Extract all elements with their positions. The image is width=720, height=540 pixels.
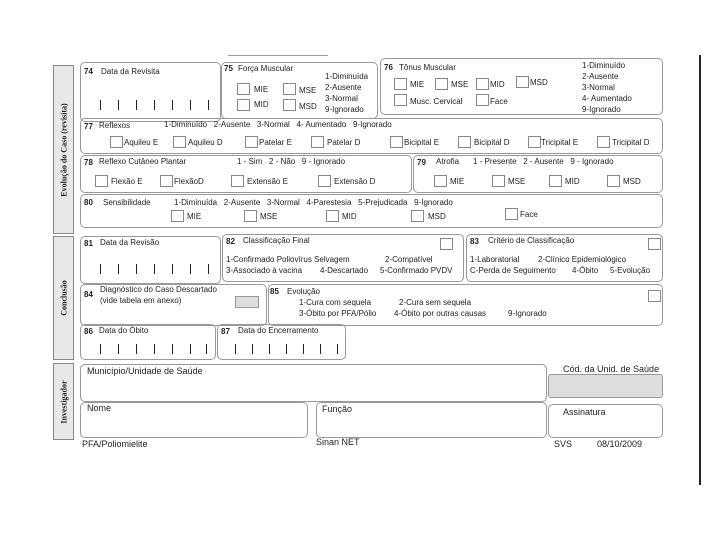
- field-79-options: 1 - Presente 2 - Ausente 9 - Ignorado: [473, 157, 614, 166]
- forca-legend-1: 1-Diminuída: [325, 72, 369, 81]
- date-tick: [235, 344, 236, 354]
- tonus-legend-5: 9-Ignorado: [582, 105, 621, 114]
- field-76-number: 76: [384, 63, 393, 72]
- cod-unid-box[interactable]: [548, 374, 663, 398]
- field-84-label: Diagnóstico do Caso Descartado: [100, 285, 217, 294]
- date-tick: [118, 344, 119, 354]
- date-tick: [286, 344, 287, 354]
- forca-legend-2: 2-Ausente: [325, 83, 362, 92]
- date-tick: [208, 264, 209, 274]
- criterio-opt-2: 2-Clínico Epidemiológico: [538, 255, 627, 264]
- tonus-face-checkbox[interactable]: [476, 94, 489, 106]
- tonus-mid-label: MID: [490, 80, 505, 89]
- municipio-label: Município/Unidade de Saúde: [87, 366, 203, 376]
- forca-msd-label: MSD: [299, 102, 317, 111]
- side-label-conclusao: [53, 236, 74, 360]
- atrofia-mie-label: MIE: [450, 177, 465, 186]
- forca-mse-checkbox[interactable]: [283, 83, 296, 95]
- field-85-number: 85: [270, 287, 279, 296]
- sens-mie-checkbox[interactable]: [171, 210, 184, 222]
- date-tick: [118, 264, 119, 274]
- reflexo-aquileu-e-label: Aquileu E: [124, 138, 159, 147]
- date-tick: [337, 344, 338, 354]
- atrofia-mie-checkbox[interactable]: [434, 175, 447, 187]
- field-77-number: 77: [84, 122, 93, 131]
- date-tick: [190, 100, 191, 110]
- reflexo-patelar-e-checkbox[interactable]: [245, 136, 258, 148]
- classificacao-opt-4: 4-Descartado: [320, 266, 369, 275]
- field-76-label: Tônus Muscular: [399, 63, 456, 72]
- footer-svs: SVS: [554, 439, 573, 449]
- tonus-face-label: Face: [490, 97, 508, 106]
- date-tick: [136, 344, 137, 354]
- sens-mse-label: MSE: [260, 212, 278, 221]
- field-83-number: 83: [470, 237, 479, 246]
- field-82-label: Classificação Final: [243, 236, 310, 245]
- tonus-mse-checkbox[interactable]: [435, 78, 448, 90]
- reflexo-bicipital-e-label: Bicipital E: [404, 138, 440, 147]
- field-74-number: 74: [84, 67, 93, 76]
- cod-unid-label: Cód. da Unid. de Saúde: [563, 364, 660, 374]
- field-87-label: Data do Encerramento: [238, 326, 319, 335]
- tonus-legend-4: 4- Aumentado: [582, 94, 632, 103]
- criterio-opt-4: 4-Óbito: [572, 266, 599, 275]
- diagnostico-code-input[interactable]: [235, 296, 259, 308]
- reflexo-tricipital-e-label: Tricipital E: [541, 138, 579, 147]
- tonus-msd-checkbox[interactable]: [516, 76, 529, 88]
- evolucao-opt-2: 2-Cura sem sequela: [399, 298, 472, 307]
- forca-legend-4: 9-Ignorado: [325, 105, 364, 114]
- date-tick: [118, 100, 119, 110]
- atrofia-msd-label: MSD: [623, 177, 641, 186]
- plantar-flexao-d-label: FlexãoD: [174, 177, 204, 186]
- plantar-extensao-d-label: Extensão D: [334, 177, 376, 186]
- plantar-extensao-e-label: Extensão E: [247, 177, 288, 186]
- tonus-legend-2: 2-Ausente: [582, 72, 619, 81]
- evolucao-checkbox[interactable]: [648, 290, 661, 302]
- field-83-label: Critério de Classificação: [488, 236, 575, 245]
- reflexo-aquileu-d-label: Aquileu D: [188, 138, 223, 147]
- criterio-checkbox[interactable]: [648, 238, 661, 250]
- side-text-conclusao: Conclusão: [59, 280, 68, 316]
- date-tick: [269, 344, 270, 354]
- sens-mie-label: MIE: [187, 212, 202, 221]
- tonus-mie-checkbox[interactable]: [394, 78, 407, 90]
- field-84-number: 84: [84, 290, 93, 299]
- sens-mse-checkbox[interactable]: [244, 210, 257, 222]
- date-tick: [154, 344, 155, 354]
- forca-mid-label: MID: [254, 100, 269, 109]
- date-tick: [154, 264, 155, 274]
- classificacao-opt-2: 2-Compatível: [385, 255, 433, 264]
- field-85-label: Evolução: [287, 287, 320, 296]
- reflexo-bicipital-d-checkbox[interactable]: [458, 136, 471, 148]
- reflexo-aquileu-d-checkbox[interactable]: [173, 136, 186, 148]
- date-tick: [154, 100, 155, 110]
- date-tick: [303, 344, 304, 354]
- reflexo-tricipital-d-checkbox[interactable]: [597, 136, 610, 148]
- top-rule: [228, 55, 328, 56]
- date-tick: [206, 344, 207, 354]
- field-79-label: Atrofia: [436, 157, 460, 166]
- criterio-opt-1: 1-Laboratorial: [470, 255, 520, 264]
- sens-mid-label: MID: [342, 212, 357, 221]
- atrofia-mid-checkbox[interactable]: [549, 175, 562, 187]
- reflexo-patelar-e-label: Patelar E: [259, 138, 292, 147]
- side-label-evolucao: [53, 65, 74, 234]
- date-tick: [100, 264, 101, 274]
- evolucao-opt-4: 4-Óbito por outras causas: [394, 309, 487, 318]
- date-tick: [190, 264, 191, 274]
- footer-date: 08/10/2009: [597, 439, 643, 449]
- forca-mid-checkbox[interactable]: [237, 99, 250, 111]
- assinatura-label: Assinatura: [563, 407, 606, 417]
- field-75-label: Força Muscular: [238, 64, 294, 73]
- footer-left: PFA/Poliomielite: [82, 439, 148, 449]
- date-tick: [172, 264, 173, 274]
- date-tick: [172, 100, 173, 110]
- date-tick: [208, 100, 209, 110]
- field-80-options: 1-Diminuída 2-Ausente 3-Normal 4-Parestesia 5-Prejudicada 9-Ignorado: [174, 198, 453, 207]
- date-tick: [100, 344, 101, 354]
- field-74-label: Data da Revisita: [101, 67, 160, 76]
- forca-msd-checkbox[interactable]: [283, 99, 296, 111]
- reflexo-tricipital-e-checkbox[interactable]: [528, 136, 541, 148]
- atrofia-mid-label: MID: [565, 177, 580, 186]
- field-79-number: 79: [417, 158, 426, 167]
- tonus-mse-label: MSE: [451, 80, 469, 89]
- date-tick: [136, 100, 137, 110]
- atrofia-mse-label: MSE: [508, 177, 526, 186]
- field-78-number: 78: [84, 158, 93, 167]
- tonus-legend-3: 3-Normal: [582, 83, 615, 92]
- reflexo-patelar-d-label: Patelar D: [327, 138, 361, 147]
- tonus-mid-checkbox[interactable]: [476, 78, 489, 90]
- field-78-options: 1 - Sim 2 - Não 9 - Ignorado: [237, 157, 346, 166]
- sens-mid-checkbox[interactable]: [326, 210, 339, 222]
- sens-msd-label: MSD: [428, 212, 446, 221]
- forca-mse-label: MSE: [299, 86, 317, 95]
- nome-label: Nome: [87, 403, 112, 413]
- side-text-evolucao: Evolução do Caso (revisita): [59, 102, 68, 197]
- criterio-opt-5: 5-Evolução: [610, 266, 651, 275]
- nome-box[interactable]: [80, 402, 308, 438]
- field-77-label: Reflexos: [99, 121, 131, 130]
- reflexo-patelar-d-checkbox[interactable]: [311, 136, 324, 148]
- field-87-number: 87: [221, 327, 230, 336]
- plantar-flexao-e-label: Flexão E: [111, 177, 143, 186]
- date-tick: [100, 100, 101, 110]
- reflexo-aquileu-e-checkbox[interactable]: [110, 136, 123, 148]
- field-75-number: 75: [224, 64, 233, 73]
- atrofia-msd-checkbox[interactable]: [607, 175, 620, 187]
- evolucao-opt-1: 1-Cura com sequela: [299, 298, 372, 307]
- classificacao-final-checkbox[interactable]: [440, 238, 453, 250]
- plantar-extensao-d-checkbox[interactable]: [318, 175, 331, 187]
- sens-face-checkbox[interactable]: [505, 208, 518, 220]
- reflexo-bicipital-d-label: Bicipital D: [474, 138, 510, 147]
- reflexo-bicipital-e-checkbox[interactable]: [390, 136, 403, 148]
- field-86-number: 86: [84, 327, 93, 336]
- field-78-label: Reflexo Cutâneo Plantar: [99, 157, 187, 166]
- field-80-label: Sensibilidade: [103, 198, 151, 207]
- criterio-opt-3: C-Perda de Seguimento: [470, 266, 556, 275]
- side-text-investigador: Investigador: [59, 379, 68, 424]
- footer-center: Sinan NET: [316, 437, 360, 447]
- tonus-cervical-label: Musc. Cervical: [410, 97, 463, 106]
- sens-face-label: Face: [520, 210, 538, 219]
- evolucao-opt-5: 9-Ignorado: [508, 309, 547, 318]
- plantar-flexao-d-checkbox[interactable]: [160, 175, 173, 187]
- plantar-extensao-e-checkbox[interactable]: [231, 175, 244, 187]
- date-tick: [172, 344, 173, 354]
- field-80-number: 80: [84, 198, 93, 207]
- classificacao-opt-5: 5-Confirmado PVDV: [380, 266, 453, 275]
- plantar-flexao-e-checkbox[interactable]: [95, 175, 108, 187]
- forca-mie-label: MIE: [254, 85, 269, 94]
- atrofia-mse-checkbox[interactable]: [492, 175, 505, 187]
- tonus-cervical-checkbox[interactable]: [394, 94, 407, 106]
- evolucao-opt-3: 3-Óbito por PFA/Pólio: [299, 309, 377, 318]
- date-tick: [252, 344, 253, 354]
- field-82-number: 82: [226, 237, 235, 246]
- page-right-rule: [699, 55, 701, 485]
- funcao-label: Função: [322, 404, 353, 414]
- field-81-number: 81: [84, 239, 93, 248]
- tonus-mie-label: MIE: [410, 80, 425, 89]
- date-tick: [320, 344, 321, 354]
- date-tick: [136, 264, 137, 274]
- reflexo-tricipital-d-label: Tricipital D: [612, 138, 650, 147]
- field-86-label: Data do Óbito: [99, 326, 149, 335]
- classificacao-opt-3: 3-Associado à vacina: [226, 266, 303, 275]
- tonus-legend-1: 1-Diminuído: [582, 61, 626, 70]
- field-84-sub: (vide tabela em anexo): [100, 296, 182, 305]
- forca-mie-checkbox[interactable]: [237, 83, 250, 95]
- field-77-options: 1-Diminuído 2-Ausente 3-Normal 4- Aumentado 9-Ignorado: [164, 120, 392, 129]
- side-label-investigador: [53, 363, 74, 440]
- tonus-msd-label: MSD: [530, 78, 548, 87]
- forca-legend-3: 3-Normal: [325, 94, 358, 103]
- field-81-label: Data da Revisão: [100, 238, 160, 247]
- sens-msd-checkbox[interactable]: [411, 210, 424, 222]
- date-tick: [190, 344, 191, 354]
- classificacao-opt-1: 1-Confirmado Poliovírus Selvagem: [226, 255, 350, 264]
